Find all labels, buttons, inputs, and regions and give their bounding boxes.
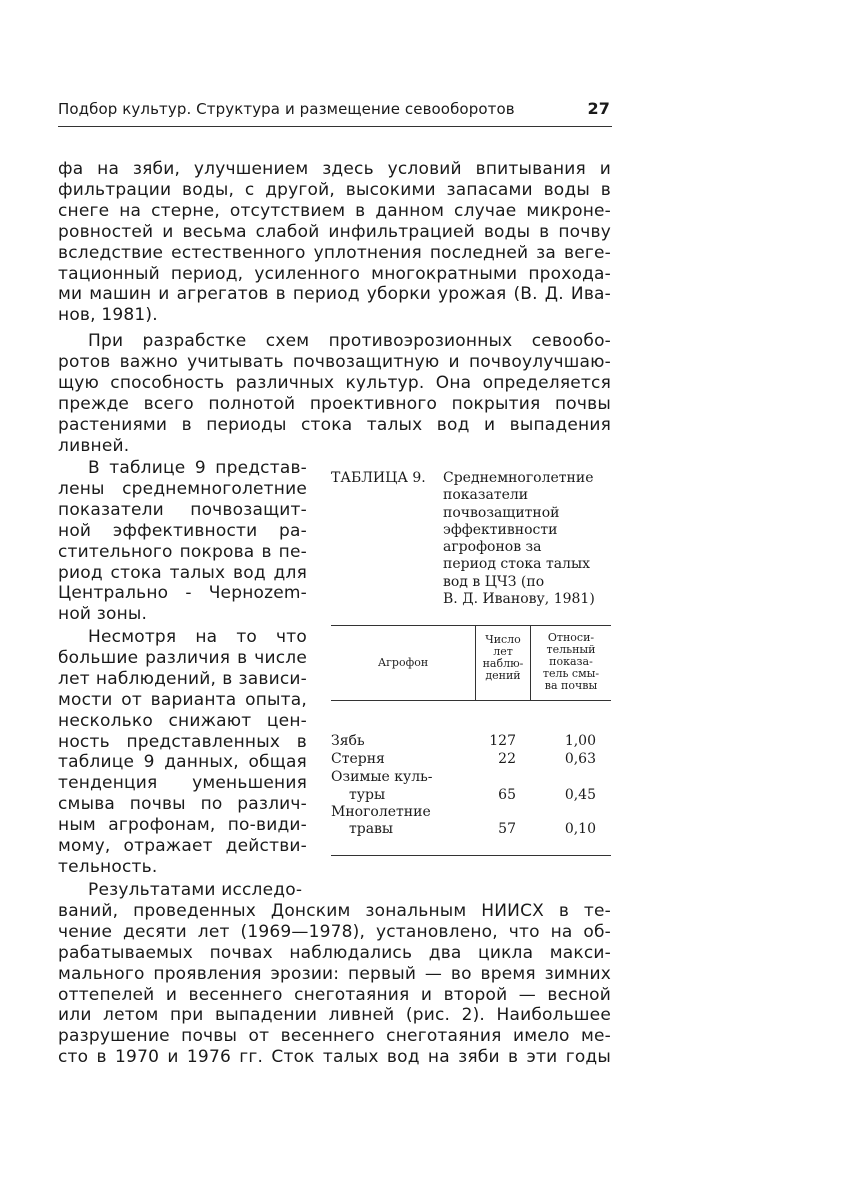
text-line: показатели почвозащит- xyxy=(58,499,307,520)
text-line: ность представленных в xyxy=(58,731,307,752)
table-cell-agrofon: Многолетние xyxy=(331,804,431,820)
header-line: тель смы- xyxy=(542,667,600,680)
text-line: несколько снижают цен- xyxy=(58,710,307,731)
text-line: нов, 1981). xyxy=(58,305,158,326)
text-line: разрушение почвы от весеннего снеготаяния имело ме- xyxy=(58,1026,611,1047)
text-line: ной зоны. xyxy=(58,604,148,625)
header-line: наблю- xyxy=(482,657,524,670)
text-line: При разрабстке схем противоэрозионных севообо- xyxy=(88,331,611,351)
table-cell-agrofon-cont: туры xyxy=(349,787,386,803)
table-caption-text xyxy=(443,470,613,608)
text-line: вследствие естественного уплотнения последней за веге- xyxy=(58,242,611,263)
text-line: смыва почвы по различ- xyxy=(58,794,307,815)
text-line: ной эффективности ра- xyxy=(58,520,307,541)
text-line: мому, отражает действи- xyxy=(58,836,307,857)
text-line: стительного покрова в пе- xyxy=(58,541,307,562)
running-header xyxy=(58,100,612,122)
text-line: лет наблюдений, в зависи- xyxy=(58,668,307,689)
table-cell-years: 57 xyxy=(498,821,516,837)
paragraph-3 xyxy=(58,458,307,625)
table-cell-agrofon-cont: травы xyxy=(349,821,394,837)
table-cell-agrofon xyxy=(331,787,385,804)
table-top-rule xyxy=(331,625,611,626)
page-number: 27 xyxy=(587,99,610,118)
text-line: ротов важно учитывать почвозащитную и почвоулучшаю- xyxy=(58,351,611,372)
caption-line: почвозащитной xyxy=(443,504,560,521)
caption-line: период стока талых xyxy=(443,556,590,573)
text-line: ми машин и агрегатов в период уборки урожая (В. Д. Ива- xyxy=(58,284,611,305)
header-line: Относи- xyxy=(547,631,595,644)
text-line: мости от варианта опыта, xyxy=(58,689,307,710)
text-line: В таблице 9 представ- xyxy=(88,458,307,478)
paragraph-4 xyxy=(58,627,307,878)
text-line: ным агрофонам, по-види- xyxy=(58,815,307,836)
text-line: тельность. xyxy=(58,856,158,877)
text-line: растениями в периоды стока талых вод и выпадения xyxy=(58,414,611,435)
text-line: тационный период, усиленного многократными прохода- xyxy=(58,263,611,284)
text-line: ливней. xyxy=(58,435,130,456)
text-line: чение десяти лет (1969—1978), установлено, что на об- xyxy=(58,921,611,942)
header-line: дений xyxy=(485,669,521,682)
table-cell-years: 22 xyxy=(498,751,516,767)
table-cell-index: 0,10 xyxy=(564,821,596,837)
text-line: фильтрации воды, с другой, высокими запасами воды в xyxy=(58,179,611,200)
column-header-index xyxy=(531,632,611,692)
caption-line: показатели xyxy=(443,487,529,504)
table-cell-agrofon: Стерня xyxy=(331,751,385,767)
text-line: Результатами исследо- xyxy=(88,880,303,900)
header-line: Число xyxy=(485,633,521,646)
table-cell-agrofon: Озимые куль- xyxy=(331,769,433,785)
text-line: Несмотря на то что xyxy=(88,627,307,647)
text-line: Центрально - Черноzem- xyxy=(58,583,307,604)
text-line: тенденция уменьшения xyxy=(58,773,307,794)
text-line: фа на зяби, улучшением здесь условий впитывания и xyxy=(58,159,611,179)
text-line: таблице 9 данных, общая xyxy=(58,752,307,773)
caption-line: В. Д. Иванову, 1981) xyxy=(443,591,595,608)
caption-line: эффективности xyxy=(443,521,558,538)
header-line: показа- xyxy=(549,655,593,668)
text-line: рабатываемых почвах наблюдались два цикла макси- xyxy=(58,942,611,963)
table-bottom-rule xyxy=(331,855,611,856)
text-line: сто в 1970 и 1976 гг. Сток талых вод на зяби в эти годы xyxy=(58,1047,611,1068)
table-header-rule xyxy=(331,700,611,701)
table-cell-index: 1,00 xyxy=(564,733,596,749)
table-cell-index: 0,45 xyxy=(564,787,596,803)
paragraph-1 xyxy=(58,159,611,326)
text-line: мального проявления эрозии: первый — во время зимних xyxy=(58,963,611,984)
paragraph-2 xyxy=(58,331,611,456)
text-line: ваний, проведенных Донским зональным НИИСХ в те- xyxy=(58,900,611,921)
text-line: риод стока талых вод для xyxy=(58,562,307,583)
text-line: лены среднемноголетние xyxy=(58,478,307,499)
table-cell-agrofon xyxy=(331,821,393,838)
caption-line: агрофонов за xyxy=(443,539,542,556)
caption-line: вод в ЦЧЗ (по xyxy=(443,573,545,590)
text-line: оттепелей и весеннего снеготаяния и второй — весной xyxy=(58,984,611,1005)
table-cell-years: 127 xyxy=(489,733,516,749)
column-header-years xyxy=(476,634,530,682)
running-title: Подбор культур. Структура и размещение севооборотов xyxy=(58,100,515,118)
table-label: ТАБЛИЦА 9. xyxy=(331,470,426,486)
header-line: ва почвы xyxy=(544,679,598,692)
text-line: ровностей и весьма слабой инфильтрацией воды в почву xyxy=(58,221,611,242)
text-line: щую способность различных культур. Она определяется xyxy=(58,372,611,393)
column-header-agrofon: Агрофон xyxy=(377,656,429,669)
header-line: лет xyxy=(493,645,513,658)
table-cell-index: 0,63 xyxy=(564,751,596,767)
table-cell-agrofon: Зябь xyxy=(331,733,365,749)
table-cell-years: 65 xyxy=(498,787,516,803)
text-line: снеге на стерне, отсутствием в данном случае микроне- xyxy=(58,200,611,221)
caption-line: Среднемноголетние xyxy=(443,470,594,486)
header-rule xyxy=(58,126,612,127)
header-line: тельный xyxy=(546,643,596,656)
text-line: большие различия в числе xyxy=(58,647,307,668)
paragraph-5 xyxy=(58,880,611,1068)
text-line: прежде всего полнотой проективного покрытия почвы xyxy=(58,393,611,414)
text-line: или летом при выпадении ливней (рис. 2). Наибольшее xyxy=(58,1005,611,1026)
